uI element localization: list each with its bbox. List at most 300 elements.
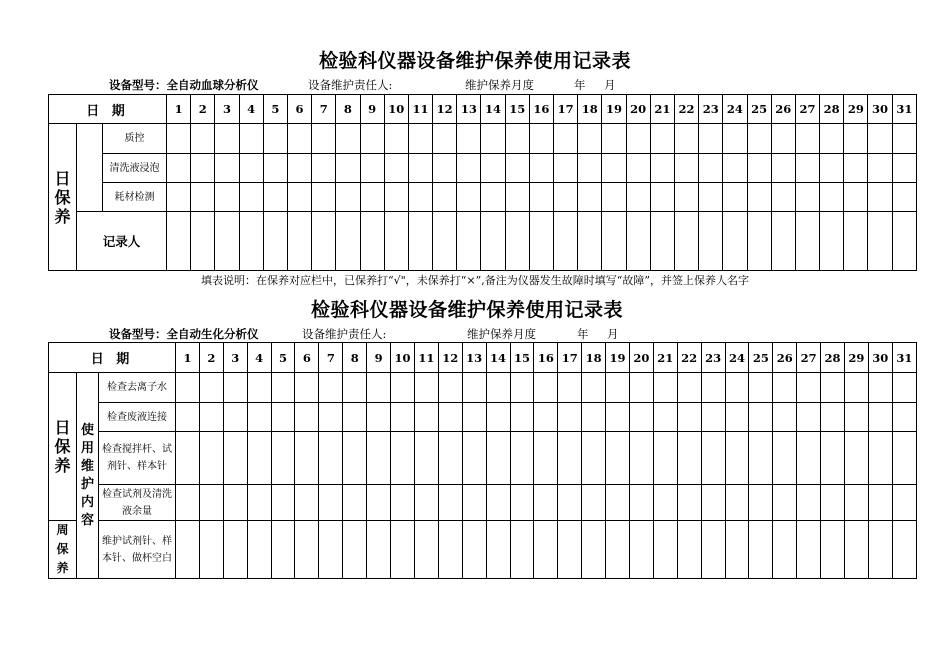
check-cell[interactable] [271, 432, 295, 485]
check-cell[interactable] [795, 124, 819, 154]
check-cell[interactable] [438, 403, 462, 432]
check-cell[interactable] [438, 485, 462, 521]
check-cell[interactable] [820, 154, 844, 183]
check-cell[interactable] [844, 154, 868, 183]
check-cell[interactable] [295, 403, 319, 432]
check-cell[interactable] [771, 212, 795, 271]
check-cell[interactable] [701, 403, 725, 432]
check-cell[interactable] [247, 403, 271, 432]
check-cell[interactable] [414, 485, 438, 521]
check-cell[interactable] [319, 432, 343, 485]
check-cell[interactable] [749, 485, 773, 521]
check-cell[interactable] [384, 154, 408, 183]
check-cell[interactable] [367, 373, 391, 403]
check-cell[interactable] [391, 373, 415, 403]
check-cell[interactable] [462, 373, 486, 403]
check-cell[interactable] [820, 124, 844, 154]
day-column-header: 19 [606, 343, 630, 373]
check-cell[interactable] [558, 403, 582, 432]
check-cell[interactable] [167, 212, 191, 271]
check-cell[interactable] [725, 485, 749, 521]
check-cell[interactable] [263, 154, 287, 183]
check-cell[interactable] [699, 183, 723, 212]
check-cell[interactable] [319, 373, 343, 403]
check-cell[interactable] [844, 373, 868, 403]
check-cell[interactable] [343, 373, 367, 403]
check-cell[interactable] [481, 212, 505, 271]
check-cell[interactable] [433, 154, 457, 183]
form2-month-label: 维护保养月度 [467, 327, 536, 341]
check-cell[interactable] [462, 521, 486, 579]
check-cell[interactable] [892, 432, 916, 485]
check-cell[interactable] [391, 403, 415, 432]
check-cell[interactable] [263, 183, 287, 212]
check-cell[interactable] [797, 521, 821, 579]
check-cell[interactable] [821, 432, 845, 485]
check-cell[interactable] [892, 403, 916, 432]
check-cell[interactable] [247, 521, 271, 579]
check-cell[interactable] [367, 485, 391, 521]
check-cell[interactable] [391, 432, 415, 485]
check-cell[interactable] [271, 521, 295, 579]
check-cell[interactable] [223, 485, 247, 521]
check-cell[interactable] [360, 183, 384, 212]
check-cell[interactable] [215, 183, 239, 212]
check-cell[interactable] [795, 154, 819, 183]
check-cell[interactable] [629, 432, 653, 485]
check-cell[interactable] [606, 373, 630, 403]
check-cell[interactable] [699, 212, 723, 271]
check-cell[interactable] [176, 432, 200, 485]
check-cell[interactable] [606, 403, 630, 432]
day-column-header: 30 [868, 95, 892, 124]
check-cell[interactable] [629, 485, 653, 521]
check-cell[interactable] [167, 124, 191, 154]
check-cell[interactable] [271, 403, 295, 432]
check-cell[interactable] [650, 154, 674, 183]
check-cell[interactable] [653, 485, 677, 521]
check-cell[interactable] [215, 212, 239, 271]
check-cell[interactable] [510, 403, 534, 432]
check-cell[interactable] [797, 432, 821, 485]
check-cell[interactable] [578, 212, 602, 271]
check-cell[interactable] [486, 521, 510, 579]
check-cell[interactable] [554, 154, 578, 183]
check-cell[interactable] [287, 212, 311, 271]
check-cell[interactable] [481, 124, 505, 154]
check-cell[interactable] [191, 183, 215, 212]
check-cell[interactable] [701, 373, 725, 403]
check-cell[interactable] [868, 154, 892, 183]
check-cell[interactable] [215, 124, 239, 154]
check-cell[interactable] [558, 373, 582, 403]
check-cell[interactable] [677, 432, 701, 485]
check-cell[interactable] [287, 154, 311, 183]
check-cell[interactable] [191, 154, 215, 183]
check-cell[interactable] [529, 183, 553, 212]
check-cell[interactable] [223, 521, 247, 579]
check-cell[interactable] [486, 373, 510, 403]
check-cell[interactable] [462, 403, 486, 432]
check-cell[interactable] [674, 212, 698, 271]
check-cell[interactable] [176, 485, 200, 521]
check-cell[interactable] [725, 432, 749, 485]
check-cell[interactable] [892, 124, 916, 154]
check-cell[interactable] [295, 485, 319, 521]
check-cell[interactable] [554, 124, 578, 154]
check-cell[interactable] [367, 521, 391, 579]
check-cell[interactable] [795, 212, 819, 271]
check-cell[interactable] [360, 212, 384, 271]
form2-title: 检验科仪器设备维护保养使用记录表 [310, 299, 623, 321]
check-cell[interactable] [820, 212, 844, 271]
check-cell[interactable] [247, 373, 271, 403]
check-cell[interactable] [360, 124, 384, 154]
check-cell[interactable] [343, 432, 367, 485]
check-cell[interactable] [558, 521, 582, 579]
check-cell[interactable] [723, 212, 747, 271]
check-cell[interactable] [892, 183, 916, 212]
check-cell[interactable] [582, 521, 606, 579]
check-cell[interactable] [749, 373, 773, 403]
check-cell[interactable] [336, 124, 360, 154]
day-column-header: 9 [360, 95, 384, 124]
check-cell[interactable] [626, 183, 650, 212]
check-cell[interactable] [391, 485, 415, 521]
day-column-header: 13 [457, 95, 481, 124]
check-cell[interactable] [701, 521, 725, 579]
check-cell[interactable] [868, 485, 892, 521]
check-cell[interactable] [771, 124, 795, 154]
check-cell[interactable] [481, 183, 505, 212]
check-cell[interactable] [199, 432, 223, 485]
check-cell[interactable] [602, 154, 626, 183]
check-cell[interactable] [215, 154, 239, 183]
check-cell[interactable] [677, 373, 701, 403]
check-cell[interactable] [650, 212, 674, 271]
check-cell[interactable] [747, 183, 771, 212]
check-cell[interactable] [868, 521, 892, 579]
check-cell[interactable] [438, 432, 462, 485]
check-cell[interactable] [554, 212, 578, 271]
check-cell[interactable] [606, 485, 630, 521]
check-cell[interactable] [414, 403, 438, 432]
check-cell[interactable] [433, 212, 457, 271]
check-cell[interactable] [414, 432, 438, 485]
check-cell[interactable] [336, 183, 360, 212]
check-cell[interactable] [868, 183, 892, 212]
check-cell[interactable] [457, 124, 481, 154]
check-cell[interactable] [626, 124, 650, 154]
check-cell[interactable] [892, 212, 916, 271]
check-cell[interactable] [271, 373, 295, 403]
check-cell[interactable] [486, 485, 510, 521]
check-cell[interactable] [844, 124, 868, 154]
check-cell[interactable] [534, 485, 558, 521]
check-cell[interactable] [653, 373, 677, 403]
check-cell[interactable] [391, 521, 415, 579]
check-cell[interactable] [191, 212, 215, 271]
check-cell[interactable] [771, 183, 795, 212]
check-cell[interactable] [312, 183, 336, 212]
day-column-header: 24 [723, 95, 747, 124]
check-cell[interactable] [312, 124, 336, 154]
check-cell[interactable] [558, 485, 582, 521]
check-cell[interactable] [367, 403, 391, 432]
check-cell[interactable] [771, 154, 795, 183]
check-cell[interactable] [510, 485, 534, 521]
check-cell[interactable] [199, 521, 223, 579]
check-cell[interactable] [629, 521, 653, 579]
check-cell[interactable] [653, 432, 677, 485]
check-cell[interactable] [582, 485, 606, 521]
check-cell[interactable] [844, 521, 868, 579]
check-cell[interactable] [725, 373, 749, 403]
check-cell[interactable] [505, 154, 529, 183]
check-cell[interactable] [844, 432, 868, 485]
check-cell[interactable] [343, 485, 367, 521]
check-cell[interactable] [699, 124, 723, 154]
check-cell[interactable] [263, 212, 287, 271]
check-cell[interactable] [629, 403, 653, 432]
check-cell[interactable] [486, 432, 510, 485]
check-cell[interactable] [529, 212, 553, 271]
check-cell[interactable] [343, 521, 367, 579]
check-cell[interactable] [408, 183, 432, 212]
check-cell[interactable] [773, 521, 797, 579]
day-column-header: 29 [844, 343, 868, 373]
check-cell[interactable] [749, 403, 773, 432]
check-cell[interactable] [582, 403, 606, 432]
check-cell[interactable] [578, 124, 602, 154]
day-column-header: 30 [868, 343, 892, 373]
check-cell[interactable] [747, 124, 771, 154]
check-cell[interactable] [773, 432, 797, 485]
check-cell[interactable] [176, 373, 200, 403]
check-cell[interactable] [384, 212, 408, 271]
check-cell[interactable] [699, 154, 723, 183]
check-cell[interactable] [295, 432, 319, 485]
check-cell[interactable] [408, 154, 432, 183]
check-cell[interactable] [626, 154, 650, 183]
check-cell[interactable] [239, 124, 263, 154]
check-cell[interactable] [892, 154, 916, 183]
check-cell[interactable] [408, 124, 432, 154]
check-cell[interactable] [462, 432, 486, 485]
check-cell[interactable] [868, 373, 892, 403]
check-cell[interactable] [725, 521, 749, 579]
check-cell[interactable] [674, 154, 698, 183]
check-cell[interactable] [653, 403, 677, 432]
check-cell[interactable] [795, 183, 819, 212]
check-cell[interactable] [868, 212, 892, 271]
check-cell[interactable] [578, 183, 602, 212]
check-cell[interactable] [554, 183, 578, 212]
check-cell[interactable] [287, 124, 311, 154]
check-cell[interactable] [199, 485, 223, 521]
check-cell[interactable] [199, 403, 223, 432]
check-cell[interactable] [319, 403, 343, 432]
check-cell[interactable] [725, 403, 749, 432]
check-cell[interactable] [821, 485, 845, 521]
check-cell[interactable] [529, 124, 553, 154]
day-column-header: 11 [414, 343, 438, 373]
check-cell[interactable] [287, 183, 311, 212]
check-cell[interactable] [606, 432, 630, 485]
check-cell[interactable] [650, 183, 674, 212]
check-cell[interactable] [892, 485, 916, 521]
check-cell[interactable] [505, 183, 529, 212]
day-column-header: 3 [215, 95, 239, 124]
check-cell[interactable] [312, 212, 336, 271]
check-cell[interactable] [319, 521, 343, 579]
check-cell[interactable] [457, 183, 481, 212]
check-cell[interactable] [844, 485, 868, 521]
check-cell[interactable] [457, 212, 481, 271]
form1-table [48, 94, 917, 271]
check-cell[interactable] [167, 154, 191, 183]
check-cell[interactable] [223, 373, 247, 403]
check-cell[interactable] [481, 154, 505, 183]
check-cell[interactable] [336, 212, 360, 271]
check-cell[interactable] [821, 521, 845, 579]
check-cell[interactable] [510, 432, 534, 485]
check-cell[interactable] [892, 521, 916, 579]
check-cell[interactable] [295, 373, 319, 403]
check-cell[interactable] [629, 373, 653, 403]
check-cell[interactable] [674, 183, 698, 212]
check-cell[interactable] [529, 154, 553, 183]
check-cell[interactable] [868, 124, 892, 154]
check-cell[interactable] [319, 485, 343, 521]
check-cell[interactable] [384, 124, 408, 154]
check-cell[interactable] [797, 373, 821, 403]
check-cell[interactable] [384, 183, 408, 212]
check-cell[interactable] [505, 124, 529, 154]
check-cell[interactable] [773, 373, 797, 403]
day-column-header: 4 [239, 95, 263, 124]
check-cell[interactable] [239, 212, 263, 271]
check-cell[interactable] [199, 373, 223, 403]
check-cell[interactable] [797, 485, 821, 521]
check-cell[interactable] [821, 373, 845, 403]
check-cell[interactable] [414, 373, 438, 403]
check-cell[interactable] [433, 124, 457, 154]
check-cell[interactable] [558, 432, 582, 485]
check-cell[interactable] [602, 124, 626, 154]
check-cell[interactable] [578, 154, 602, 183]
check-cell[interactable] [747, 212, 771, 271]
check-cell[interactable] [336, 154, 360, 183]
check-cell[interactable] [505, 212, 529, 271]
day-column-header: 22 [677, 343, 701, 373]
check-cell[interactable] [723, 183, 747, 212]
check-cell[interactable] [844, 183, 868, 212]
check-cell[interactable] [438, 521, 462, 579]
check-cell[interactable] [176, 403, 200, 432]
check-cell[interactable] [747, 154, 771, 183]
check-cell[interactable] [677, 403, 701, 432]
check-cell[interactable] [844, 403, 868, 432]
check-cell[interactable] [534, 373, 558, 403]
day-column-header: 6 [287, 95, 311, 124]
check-cell[interactable] [343, 403, 367, 432]
check-cell[interactable] [821, 403, 845, 432]
check-cell[interactable] [701, 432, 725, 485]
check-cell[interactable] [868, 432, 892, 485]
check-cell[interactable] [797, 403, 821, 432]
check-cell[interactable] [773, 403, 797, 432]
row-label: 清洗液浸泡 [103, 154, 167, 183]
check-cell[interactable] [773, 485, 797, 521]
check-cell[interactable] [510, 521, 534, 579]
check-cell[interactable] [510, 373, 534, 403]
check-cell[interactable] [749, 521, 773, 579]
check-cell[interactable] [433, 183, 457, 212]
check-cell[interactable] [868, 403, 892, 432]
check-cell[interactable] [677, 485, 701, 521]
check-cell[interactable] [820, 183, 844, 212]
check-cell[interactable] [462, 485, 486, 521]
day-column-header: 20 [629, 343, 653, 373]
check-cell[interactable] [312, 154, 336, 183]
check-cell[interactable] [674, 124, 698, 154]
day-column-header: 15 [505, 95, 529, 124]
check-cell[interactable] [457, 154, 481, 183]
check-cell[interactable] [367, 432, 391, 485]
check-cell[interactable] [844, 212, 868, 271]
check-cell[interactable] [223, 432, 247, 485]
check-cell[interactable] [723, 154, 747, 183]
check-cell[interactable] [582, 432, 606, 485]
check-cell[interactable] [263, 124, 287, 154]
check-cell[interactable] [534, 403, 558, 432]
check-cell[interactable] [176, 521, 200, 579]
check-cell[interactable] [602, 212, 626, 271]
check-cell[interactable] [295, 521, 319, 579]
check-cell[interactable] [701, 485, 725, 521]
check-cell[interactable] [677, 521, 701, 579]
check-cell[interactable] [534, 432, 558, 485]
check-cell[interactable] [191, 124, 215, 154]
weekly-maintenance-text: 周 保 养 [56, 523, 69, 575]
day-column-header: 4 [247, 343, 271, 373]
check-cell[interactable] [247, 485, 271, 521]
check-cell[interactable] [534, 521, 558, 579]
check-cell[interactable] [239, 154, 263, 183]
check-cell[interactable] [271, 485, 295, 521]
check-cell[interactable] [653, 521, 677, 579]
check-cell[interactable] [223, 403, 247, 432]
check-cell[interactable] [408, 212, 432, 271]
check-cell[interactable] [892, 373, 916, 403]
check-cell[interactable] [438, 373, 462, 403]
check-cell[interactable] [749, 432, 773, 485]
check-cell[interactable] [414, 521, 438, 579]
check-cell[interactable] [626, 212, 650, 271]
check-cell[interactable] [602, 183, 626, 212]
check-cell[interactable] [486, 403, 510, 432]
check-cell[interactable] [360, 154, 384, 183]
check-cell[interactable] [167, 183, 191, 212]
check-cell[interactable] [650, 124, 674, 154]
check-cell[interactable] [239, 183, 263, 212]
check-cell[interactable] [582, 373, 606, 403]
check-cell[interactable] [723, 124, 747, 154]
day-column-header: 27 [797, 343, 821, 373]
check-cell[interactable] [247, 432, 271, 485]
check-cell[interactable] [606, 521, 630, 579]
